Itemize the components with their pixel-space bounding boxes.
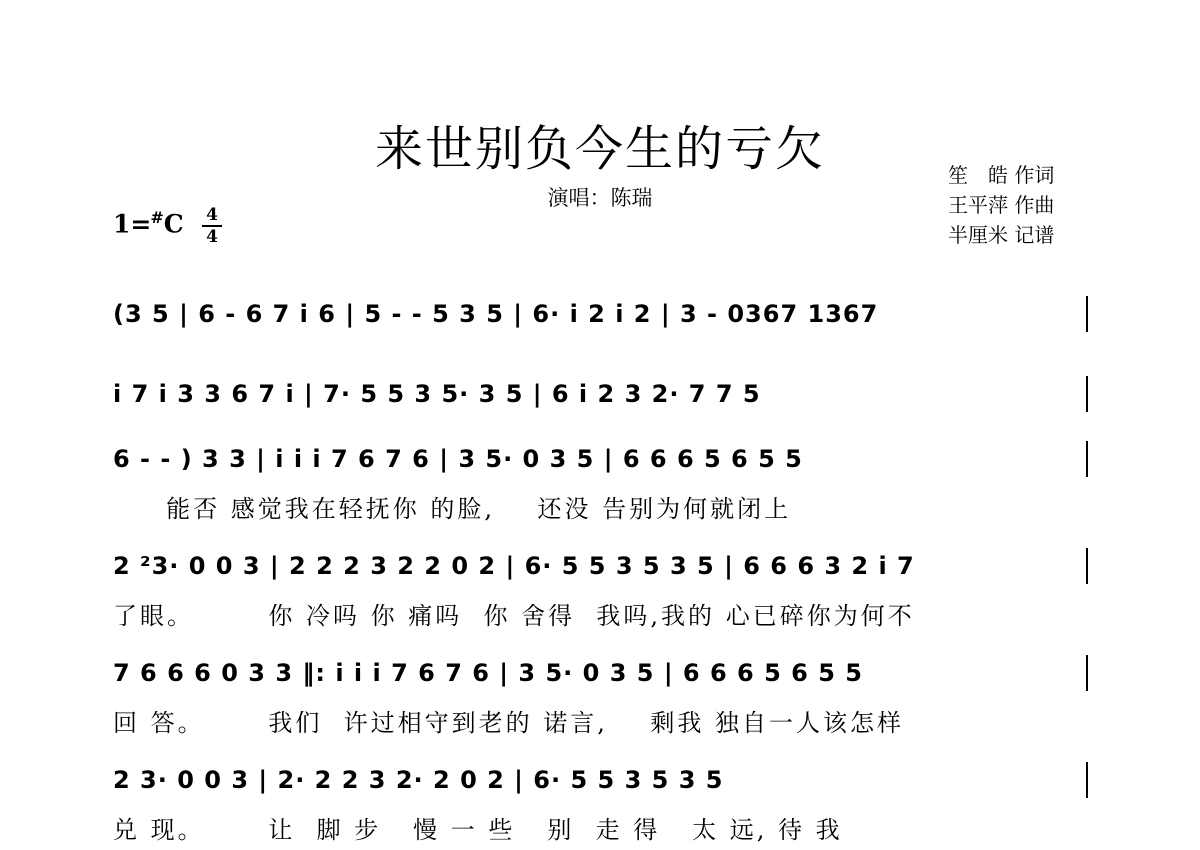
key-note: C xyxy=(163,209,184,239)
time-signature xyxy=(202,206,222,246)
notation-line: 7 6 6 6 0 3 3 ‖: i i i 7 6 7 6 | 3 5· 0 3 5 | 6 6 6 5 6 5 5 xyxy=(113,659,863,687)
end-barline xyxy=(1086,655,1088,691)
score-row-3 xyxy=(113,445,1088,523)
lyrics-line: 能否 感觉我在轻抚你 的脸, 还没 告别为何就闭上 xyxy=(113,495,792,523)
notation-line: (3 5 | 6 - 6 7 i 6 | 5 - - 5 3 5 | 6· i 2 i 2 | 3 - 0367 1367 xyxy=(113,300,879,328)
end-barline xyxy=(1086,441,1088,477)
end-barline xyxy=(1086,548,1088,584)
end-barline xyxy=(1086,376,1088,412)
song-title: 来世别负今生的亏欠 xyxy=(374,121,825,177)
notation-line: i 7 i 3 3 6 7 i | 7· 5 5 3 5· 3 5 | 6 i 2 3 2· 7 7 5 xyxy=(113,380,761,408)
lyrics-line: 兑 现。 让 脚 步 慢 一 些 别 走 得 太 远, 待 我 xyxy=(113,816,843,844)
notation-line: 2 3· 0 0 3 | 2· 2 2 3 2· 2 0 2 | 6· 5 5 3 5 3 5 xyxy=(113,766,724,794)
composer-credit: 王平萍 作曲 xyxy=(948,193,1055,217)
end-barline xyxy=(1086,296,1088,332)
end-barline xyxy=(1086,762,1088,798)
transcriber-credit: 半厘米 记谱 xyxy=(948,223,1055,247)
key-prefix: 1= xyxy=(113,209,152,239)
lyricist-credit: 笙 皓 作词 xyxy=(948,163,1055,187)
score-row-6 xyxy=(113,766,1088,844)
sharp-sign: # xyxy=(150,208,164,227)
notation-line: 6 - - ) 3 3 | i i i 7 6 7 6 | 3 5· 0 3 5 | 6 6 6 5 6 5 5 xyxy=(113,445,803,473)
key-signature xyxy=(113,208,184,238)
score-row-2 xyxy=(113,380,1088,440)
time-numerator: 4 xyxy=(206,205,218,225)
singer-line: 演唱：陈瑞 xyxy=(547,186,653,210)
notation-line: 2 ²3· 0 0 3 | 2 2 2 3 2 2 0 2 | 6· 5 5 3 5 3 5 | 6 6 6 3 2 i 7 xyxy=(113,552,915,580)
score-row-4 xyxy=(113,552,1088,630)
score-row-1 xyxy=(113,300,1088,360)
score-row-5 xyxy=(113,659,1088,737)
lyrics-line: 回 答。 我们 许过相守到老的 诺言, 剩我 独自一人该怎样 xyxy=(113,709,905,737)
lyrics-line: 了眼。 你 冷吗 你 痛吗 你 舍得 我吗,我的 心已碎你为何不 xyxy=(113,602,915,630)
time-denominator: 4 xyxy=(206,227,218,247)
credits-block xyxy=(948,160,1054,250)
